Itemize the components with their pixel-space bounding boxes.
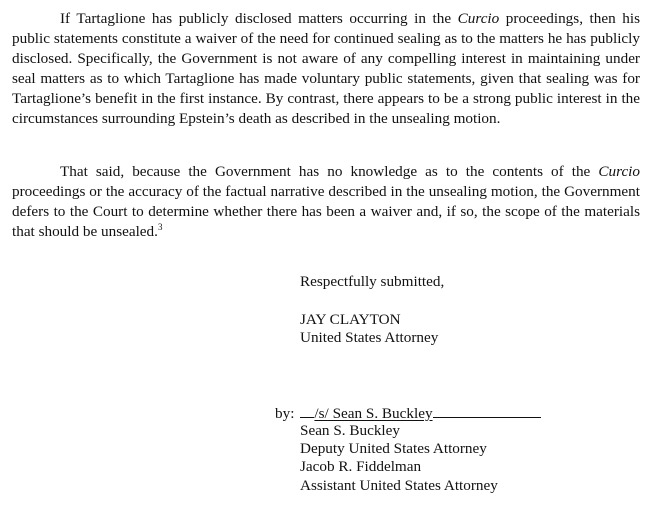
attorney-title: United States Attorney xyxy=(300,329,439,346)
paragraph-waiver xyxy=(12,9,640,129)
by-label: by: xyxy=(275,405,295,422)
case-name-curcio: Curcio xyxy=(457,10,500,27)
paragraph-waiver-text-b: proceedings, then his public statements constitute a waiver of the need for continued sealing as to the matters he has publicly disclosed. Specifically, the Government is not aware of any compelling interest in maintaining under seal matters as to which Tartaglione has made voluntary public statements, given that sealing was for Tartaglione’s benefit in the first instance. By contrast, there appears to be a strong public interest in the circumstances surrounding Epstein’s death as described in the unsealing motion. xyxy=(12,10,640,127)
electronic-signature: /s/ Sean S. Buckley xyxy=(314,405,433,422)
signer-1: Sean S. Buckley xyxy=(300,422,400,439)
signer-2: Jacob R. Fiddelman xyxy=(300,458,422,475)
closing-respectfully: Respectfully submitted, xyxy=(300,273,445,290)
signer-2-title: Assistant United States Attorney xyxy=(300,477,498,494)
paragraph-defer xyxy=(12,162,640,242)
signature-blank xyxy=(433,403,541,418)
paragraph-waiver-text-a: If Tartaglione has publicly disclosed matters occurring in the xyxy=(60,10,458,27)
signer-1-title: Deputy United States Attorney xyxy=(300,440,487,457)
attorney-name: JAY CLAYTON xyxy=(300,311,401,328)
case-name-curcio: Curcio xyxy=(598,163,640,180)
paragraph-defer-text-a: That said, because the Government has no knowledge as to the contents of the xyxy=(60,163,599,180)
footnote-marker: 3 xyxy=(157,221,163,232)
paragraph-defer-text-b: proceedings or the accuracy of the factual narrative described in the unsealing motion, the Government defers to the Court to determine whether there has been a waiver and, if so, the scope of the materials that should be unsealed. xyxy=(12,183,640,240)
